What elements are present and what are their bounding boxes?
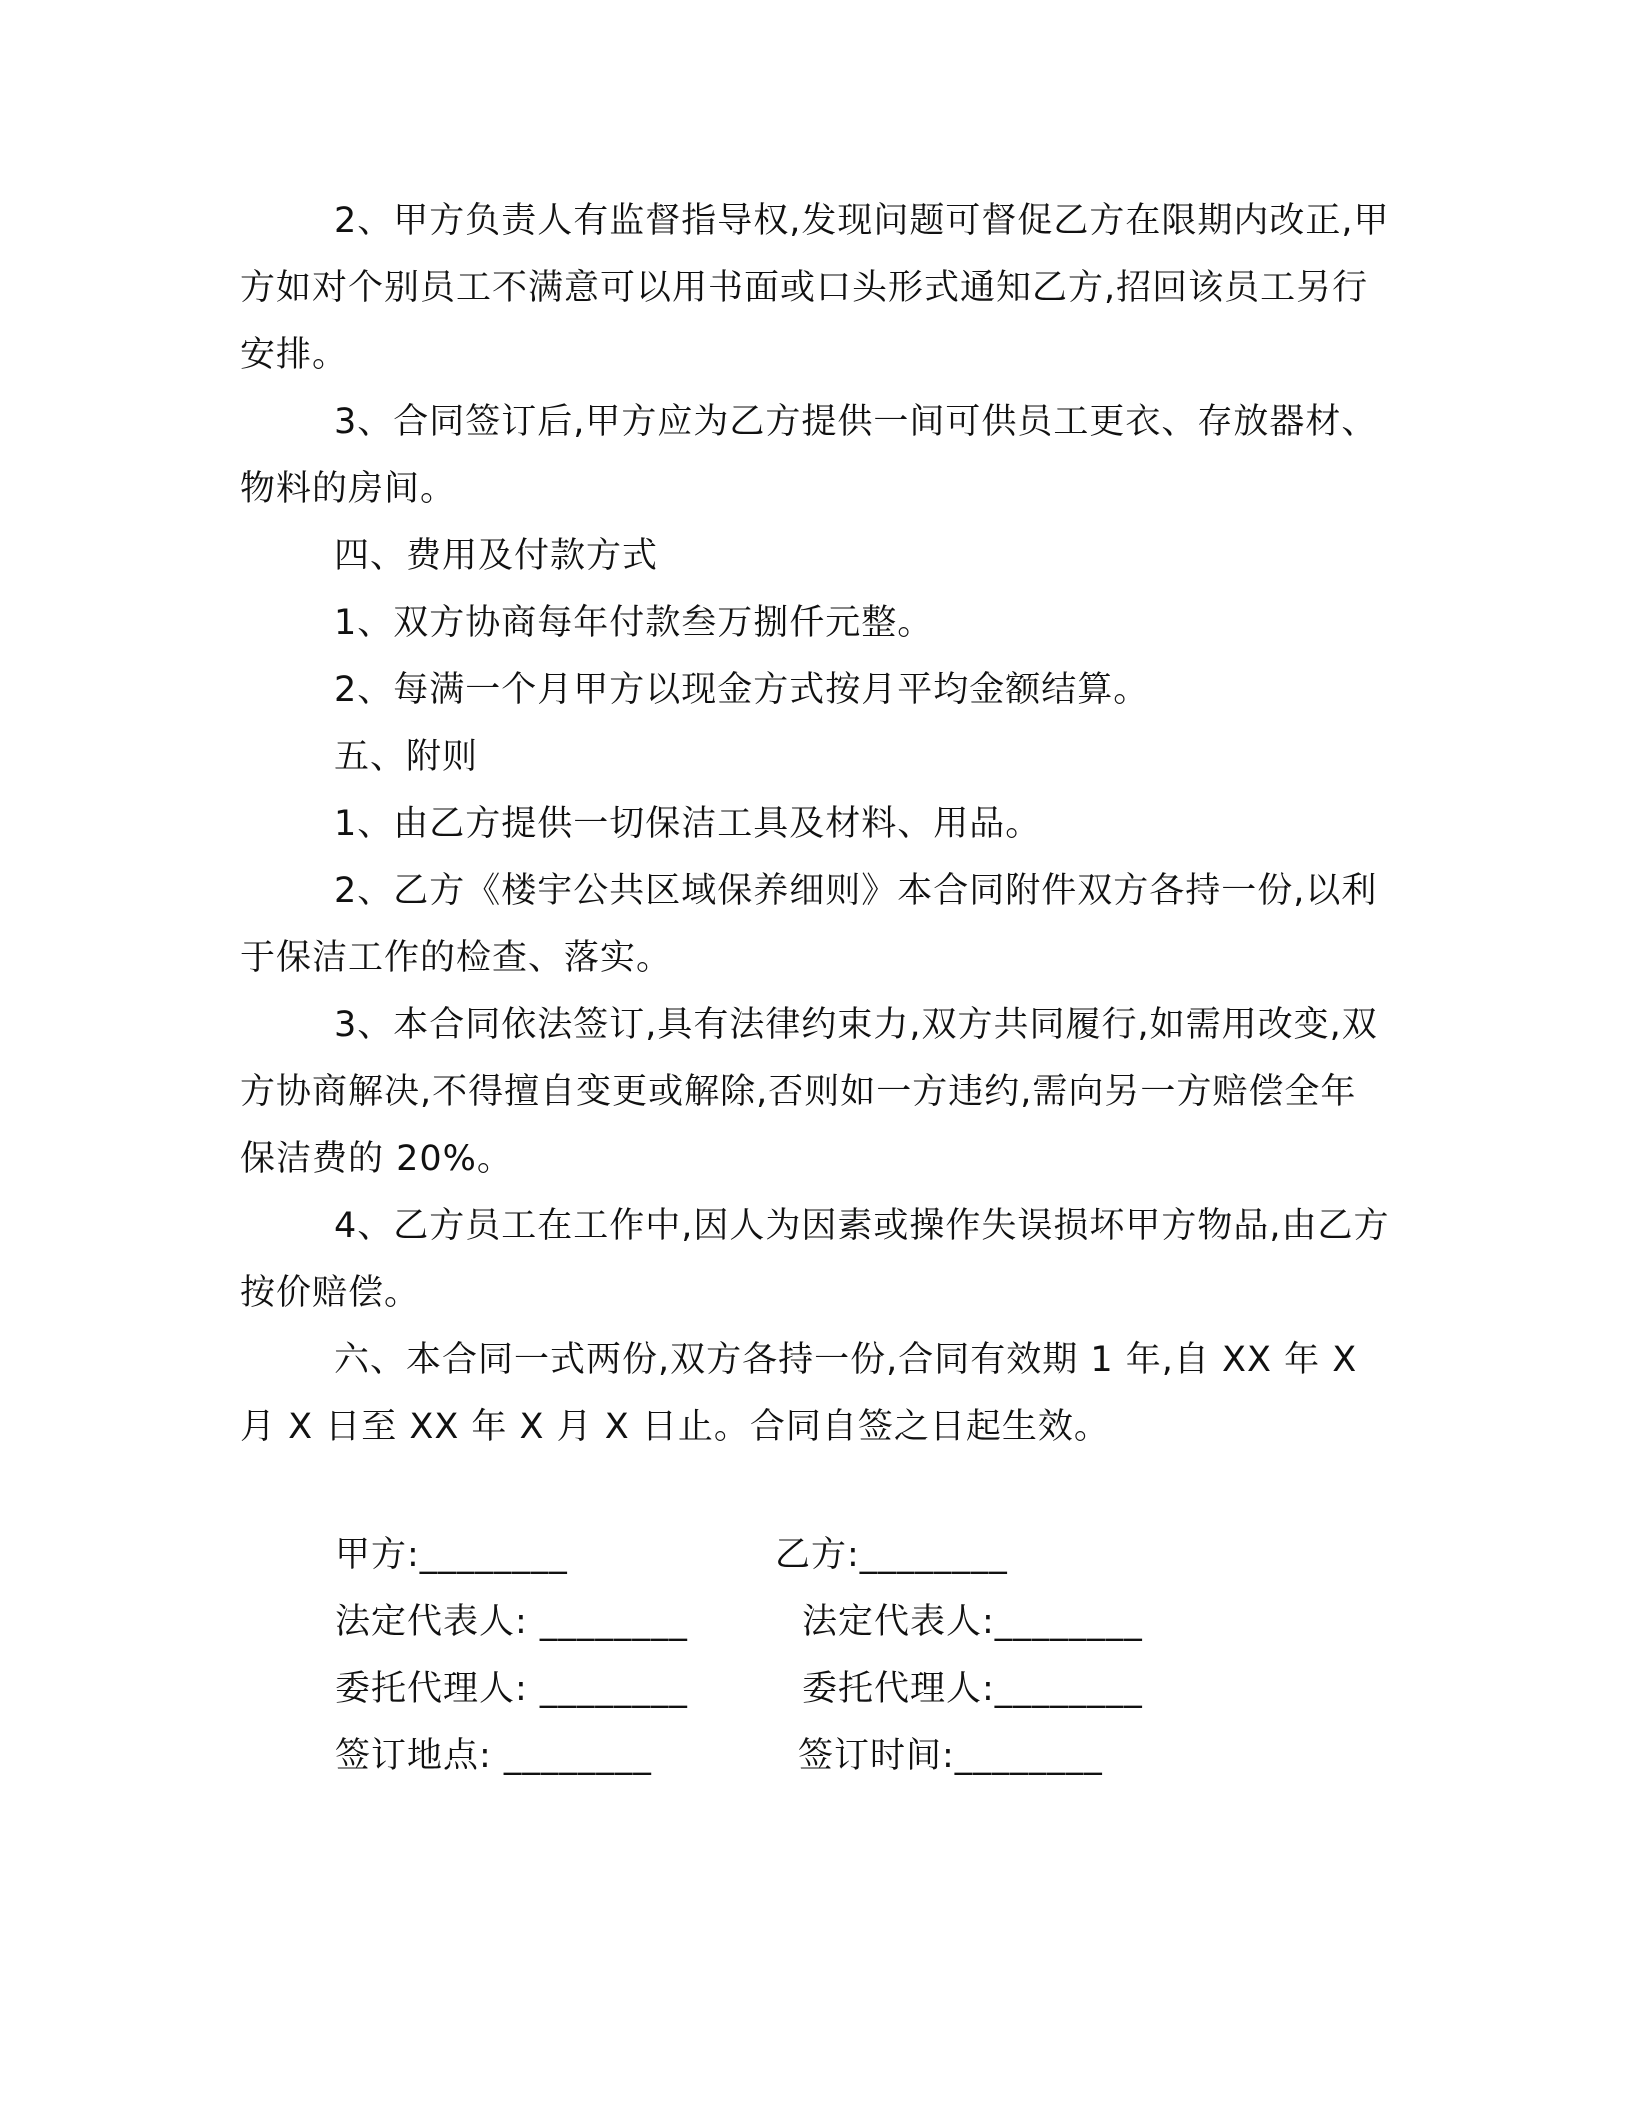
clause-5-3: 3、本合同依法签订,具有法律约束力,双方共同履行,如需用改变,双方协商解决,不得擅自变更或解除,否则如一方违约,需向另一方赔偿全年保洁费的 20%。	[240, 1005, 1378, 1179]
signing-place-label: 签订地点: ________	[335, 1736, 652, 1776]
section-4-heading: 四、费用及付款方式	[334, 536, 659, 576]
section-5-heading: 五、附则	[334, 737, 479, 777]
clause-4-2: 2、每满一个月甲方以现金方式按月平均金额结算。	[334, 670, 1150, 710]
clause-4-1: 1、双方协商每年付款叁万捌仟元整。	[334, 603, 934, 643]
legal-rep-b-label: 法定代表人:________	[802, 1602, 1143, 1642]
clause-5-4: 4、乙方员工在工作中,因人为因素或操作失误损坏甲方物品,由乙方按价赔偿。	[240, 1206, 1390, 1313]
party-a-label: 甲方:________	[335, 1535, 568, 1575]
agent-b-label: 委托代理人:________	[802, 1669, 1143, 1709]
section-6-clause: 六、本合同一式两份,双方各持一份,合同有效期 1 年,自 XX 年 X月 X 日至 XX 年 X 月 X 日止。合同自签之日起生效。	[240, 1340, 1358, 1447]
party-b-label: 乙方:________	[775, 1535, 1008, 1575]
signing-time-label: 签订时间:________	[798, 1736, 1103, 1776]
clause-5-2: 2、乙方《楼宇公共区域保养细则》本合同附件双方各持一份,以利于保洁工作的检查、落实。	[240, 871, 1378, 978]
legal-rep-a-label: 法定代表人: ________	[335, 1602, 688, 1642]
agent-a-label: 委托代理人: ________	[335, 1669, 688, 1709]
clause-3-3: 3、合同签订后,甲方应为乙方提供一间可供员工更衣、存放器材、物料的房间。	[240, 402, 1378, 509]
clause-5-1: 1、由乙方提供一切保洁工具及材料、用品。	[334, 804, 1042, 844]
contract-body	[240, 188, 1390, 1461]
clause-3-2: 2、甲方负责人有监督指导权,发现问题可督促乙方在限期内改正,甲方如对个别员工不满意可以用书面或口头形式通知乙方,招回该员工另行安排。	[240, 201, 1390, 375]
